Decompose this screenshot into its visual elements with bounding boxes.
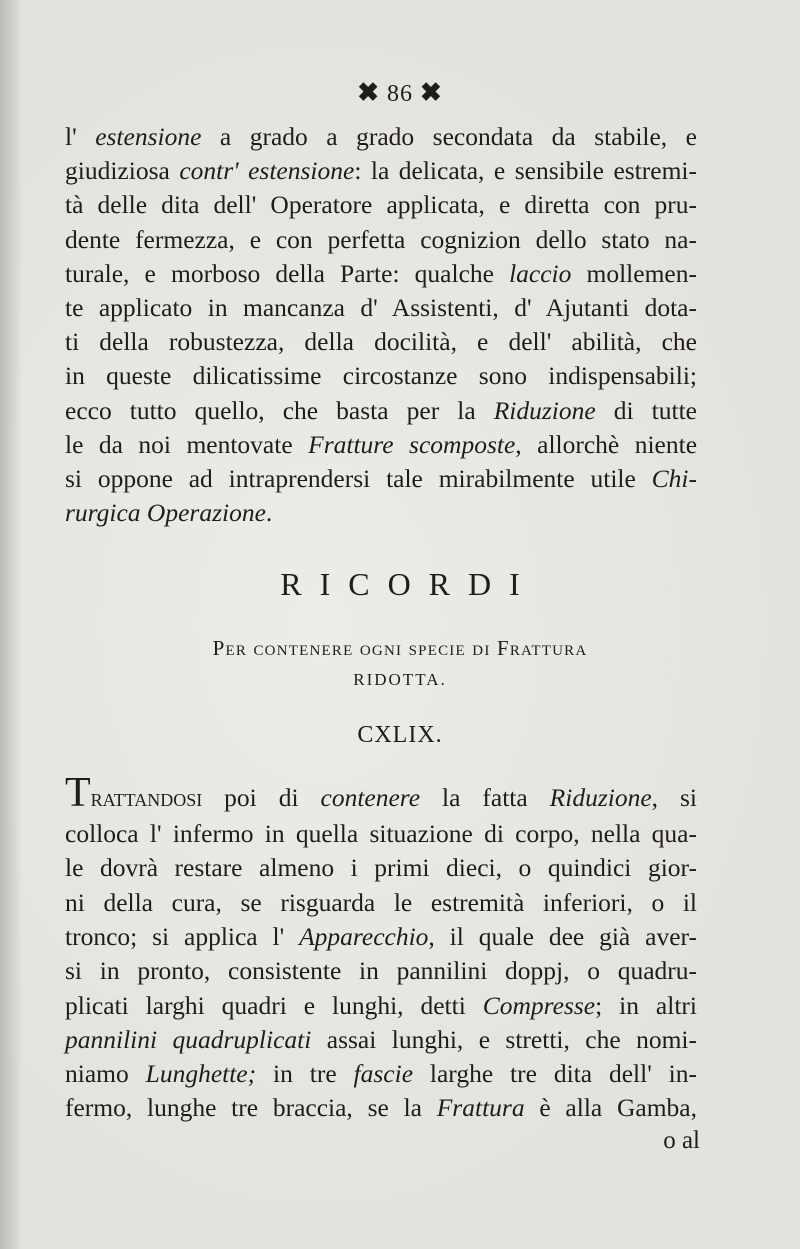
drop-cap: T [65,770,91,816]
italic-text: laccio [509,258,572,288]
text-run: a grado a grado secondata da stabile, e [201,122,697,151]
text-run: ni della cura, se risguarda le estremità inferiori, o il [65,887,697,917]
text-line [65,359,697,393]
italic-text: Riduzione [493,395,596,425]
text-run: si oppone ad intraprendersi tale mirabilmente utile [65,464,652,493]
section-subtitle-continued: RIDOTTA. [353,670,447,689]
text-line [65,920,697,954]
italic-text: rurgica Operazione [65,498,266,528]
text-run: turale, e morboso della Parte: qualche [65,258,510,288]
text-line [65,1023,697,1057]
text-run: è alla Gamba, [524,1093,697,1123]
text-run: te applicato in mancanza d' Assistenti, d' Ajutanti dota- [65,293,697,322]
text-line [65,325,697,359]
text-run: l' [65,122,96,151]
text-line [65,851,697,885]
text-run: giudiziosa [65,156,180,186]
italic-text: Compresse [482,990,596,1020]
text-run: tà delle dita dell' Operatore applicata, e diretta con pru- [65,190,697,220]
text-line [65,154,697,188]
italic-text: Chi- [651,464,697,493]
text-line [65,223,697,257]
text-run: colloca l' infermo in quella situazione di corpo, nella qua- [65,819,697,848]
text-line [65,989,697,1023]
text-run: mollemen- [571,258,697,288]
ornament-left-icon: ✖ [357,78,380,107]
text-line [65,257,697,291]
text-run: larghe tre dita dell' in- [413,1059,698,1089]
text-run: la fatta [420,783,550,812]
text-run: le dovrà restare almeno i primi dieci, o quindici gior- [65,853,697,883]
text-line [65,394,697,428]
italic-text: pannilini quadruplicati [65,1024,312,1054]
text-run: niamo [65,1059,146,1089]
italic-text: fascie [353,1059,414,1089]
text-run: poi di [202,783,321,812]
paragraph-2-first-line [65,770,697,816]
text-line [65,954,697,988]
italic-text: Frattura [436,1093,525,1123]
text-line [65,1057,697,1091]
text-line [65,120,697,154]
text-line [65,428,697,462]
italic-text: Apparecchio [299,921,429,951]
opening-smallcaps: rattandosi [90,783,203,812]
text-line [65,1091,697,1125]
text-run: , il quale dee già aver- [428,921,697,951]
text-run: ; in altri [595,990,697,1020]
text-run: le da noi mentovate [65,429,309,459]
text-run: assai lunghi, e stretti, che nomi- [311,1024,697,1054]
italic-text: contr' estensione [179,156,355,186]
text-run: fermo, lunghe tre braccia, se la [65,1093,437,1123]
text-run: , si [651,783,697,812]
text-line [65,886,697,920]
section-title: RICORDI [280,566,538,602]
italic-text: Fratture scomposte [308,429,516,459]
text-run: . [265,498,273,528]
text-run: : la delicata, e sensibile estremi- [354,156,697,186]
ornament-right-icon: ✖ [420,78,443,107]
text-run: ecco tutto quello, che basta per la [65,395,494,425]
section-number: CXLIX. [357,722,443,748]
page-number: 86 [387,81,413,107]
italic-text: contenere [320,783,421,812]
italic-text: Lunghette; [145,1059,257,1089]
page-header [0,78,800,108]
text-run: in queste dilicatissime circostanze sono indispensabili; [65,361,697,391]
text-run: ti della robustezza, della docilità, e dell' abilità, che [65,327,697,357]
text-run: si in pronto, consistente in pannilini doppj, o quadru- [65,956,697,986]
page-edge-shadow [0,0,22,1249]
text-run: di tutte [595,395,697,425]
catchword: o al [663,1127,700,1154]
section-subtitle: Per contenere ogni specie di Frattura [212,636,588,660]
text-run: plicati larghi quadri e lunghi, detti [65,990,483,1020]
text-line [65,462,697,496]
text-run: dente fermezza, e con perfetta cognizion dello stato na- [65,224,697,254]
text-run: in tre [256,1059,354,1089]
text-line [65,817,697,851]
text-line [65,188,697,222]
text-line [65,291,697,325]
text-run: tronco; si applica l' [65,921,300,951]
italic-text: Riduzione [549,783,652,812]
text-line [65,496,697,530]
italic-text: estensione [95,122,202,151]
text-run: , allorchè niente [515,429,698,459]
